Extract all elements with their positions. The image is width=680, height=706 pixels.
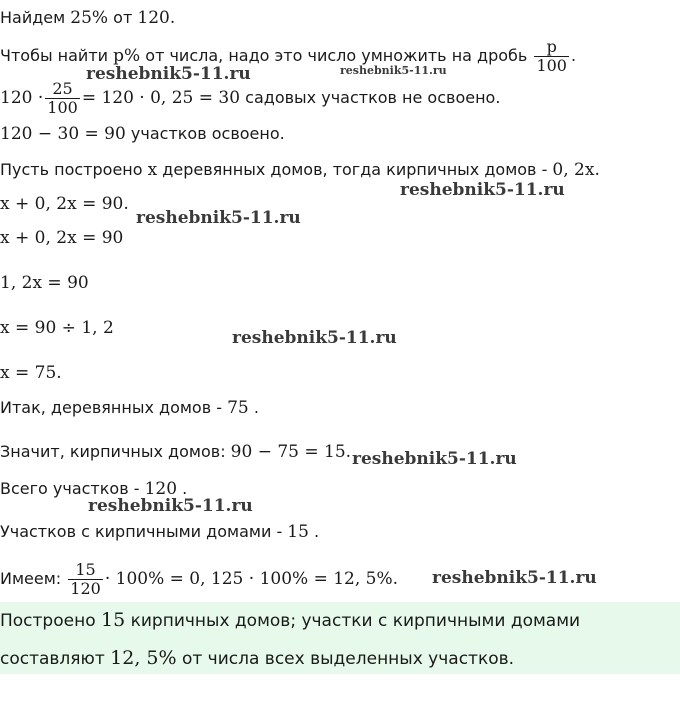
math: x = 90 ÷ 1, 2	[0, 318, 114, 338]
fraction-denominator: 100	[47, 98, 78, 117]
math: 90 − 75 = 15.	[230, 442, 352, 462]
line-percentage	[0, 557, 398, 601]
line-find-percent	[0, 8, 175, 28]
line-brick-plots	[0, 522, 319, 542]
math: = 120 · 0, 25 = 30	[81, 88, 241, 108]
text: деревянных домов, тогда кирпичных домов -	[157, 160, 553, 179]
math: 15	[101, 609, 126, 631]
math: 120.	[137, 8, 176, 28]
math: x + 0, 2x = 90	[0, 228, 124, 248]
text: от числа всех выделенных участков.	[176, 649, 515, 669]
equation-line	[0, 228, 123, 248]
fraction-numerator: 25	[52, 79, 73, 98]
watermark: reshebnik5-11.ru	[232, 328, 397, 348]
text: Итак, деревянных домов -	[0, 398, 228, 417]
math: · 100% = 0, 125 · 100% = 12, 5%.	[104, 569, 399, 589]
equation-line	[0, 363, 62, 383]
math: 15	[287, 522, 309, 542]
text: от числа, надо это число умножить на дробь	[140, 46, 533, 65]
text: участков освоено.	[125, 124, 285, 143]
watermark: reshebnik5-11.ru	[88, 496, 253, 516]
fraction-denominator: 100	[536, 56, 567, 75]
math: 0, 2x.	[552, 160, 600, 180]
watermark: reshebnik5-11.ru	[136, 208, 301, 228]
equation-line	[0, 318, 114, 338]
text: Имеем:	[0, 569, 67, 588]
watermark: reshebnik5-11.ru	[432, 568, 597, 588]
math: 120	[144, 479, 178, 499]
math: 12, 5%	[110, 647, 177, 669]
watermark: reshebnik5-11.ru	[86, 64, 251, 84]
math: x	[147, 160, 158, 180]
text: Чтобы найти	[0, 46, 114, 65]
fraction-p-100	[534, 38, 569, 75]
text: .	[308, 522, 320, 541]
fraction-denominator: 120	[70, 579, 101, 598]
answer-line	[0, 648, 514, 669]
text: от	[108, 8, 138, 27]
watermark: reshebnik5-11.ru	[400, 180, 565, 200]
line-developed	[0, 124, 285, 144]
text: Пусть построено	[0, 160, 148, 179]
math: 75	[227, 398, 249, 418]
math: 120 − 30 = 90	[0, 124, 126, 144]
equation-line	[0, 273, 89, 293]
line-wooden-houses	[0, 398, 259, 418]
math: 120 ·	[0, 88, 44, 108]
fraction-numerator: 15	[75, 560, 96, 579]
text: Всего участков -	[0, 479, 145, 498]
math: 1, 2x = 90	[0, 273, 89, 293]
text: Найдем	[0, 8, 71, 27]
text: составляют	[0, 649, 111, 669]
text: садовых участков не освоено.	[240, 88, 501, 107]
text: Значит, кирпичных домов:	[0, 442, 231, 461]
fraction-numerator: p	[546, 37, 557, 56]
watermark: reshebnik5-11.ru	[352, 449, 517, 469]
line-let-x	[0, 160, 600, 180]
line-brick-houses	[0, 442, 351, 462]
equation-line	[0, 194, 129, 214]
math: x + 0, 2x = 90.	[0, 194, 129, 214]
fraction-25-100	[45, 80, 80, 117]
math: p%	[113, 46, 141, 66]
text: .	[248, 398, 259, 417]
line-calc-undeveloped	[0, 78, 500, 118]
answer-box	[0, 602, 680, 674]
math: 25%	[70, 8, 109, 28]
answer-line	[0, 610, 580, 631]
text: Построено	[0, 611, 102, 631]
text: .	[570, 46, 577, 65]
fraction-15-120	[68, 561, 103, 598]
text: .	[177, 479, 188, 498]
text: Участков с кирпичными домами -	[0, 522, 288, 541]
text: кирпичных домов; участки с кирпичными домами	[125, 611, 581, 631]
watermark: reshebnik5-11.ru	[340, 64, 447, 77]
math: x = 75.	[0, 363, 62, 383]
